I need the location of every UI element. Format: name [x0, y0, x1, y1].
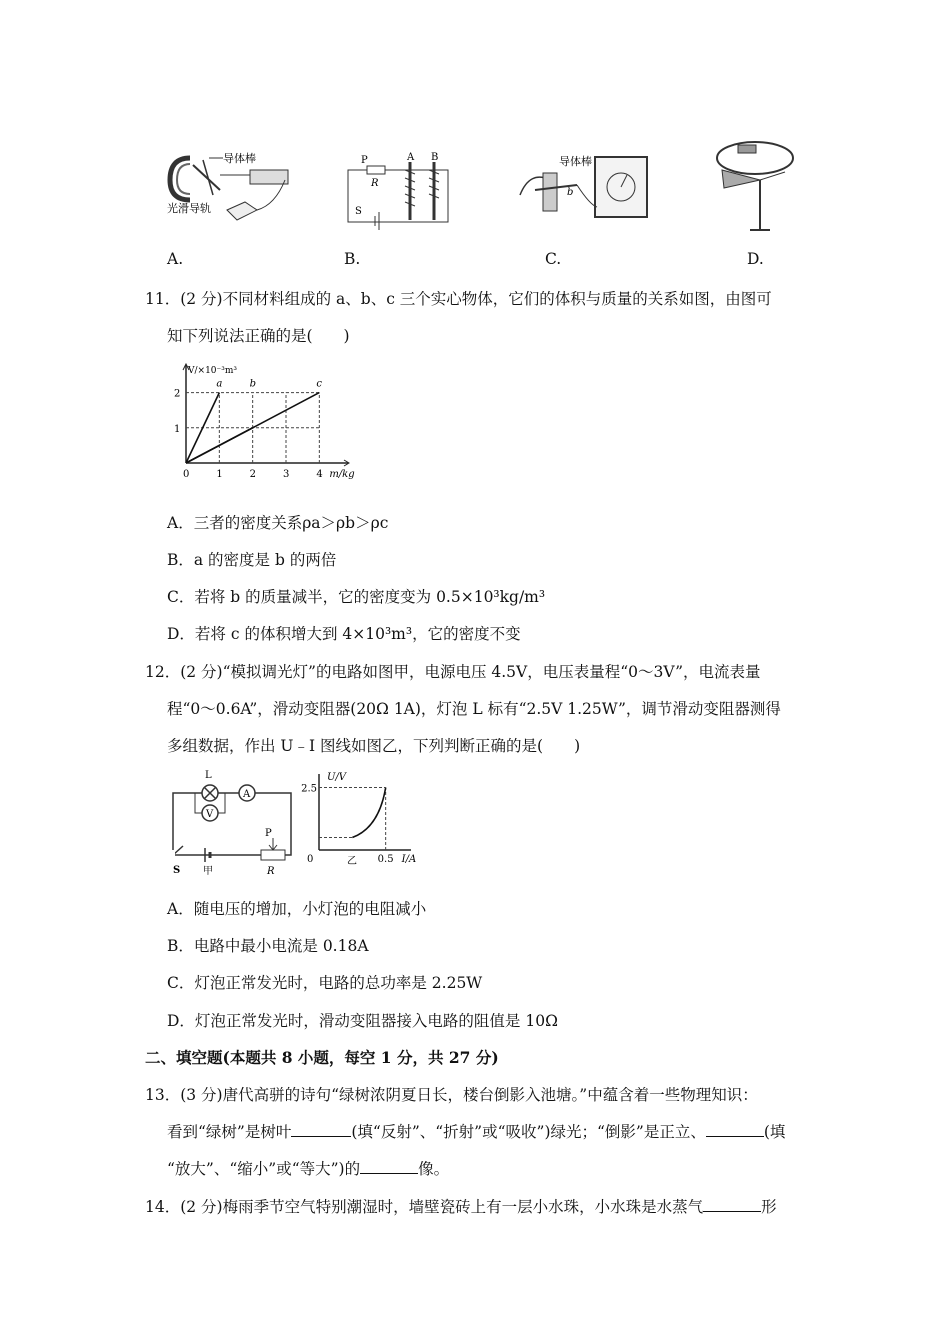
q12-option-a: A．随电压的增加，小灯泡的电阻减小	[167, 900, 427, 918]
galvanometer-diagram	[515, 145, 650, 240]
x-tick-label: 1	[216, 469, 223, 480]
series-label-a: a	[216, 378, 223, 390]
q12-option-c: C．灯泡正常发光时，电路的总功率是 2.25W	[167, 974, 483, 992]
y-axis-label: V/×10⁻³m³	[188, 366, 238, 376]
q11-stem-line1: 11．(2 分)不同材料组成的 a、b、c 三个实心物体，它们的体积与质量的关系如图，由图可	[145, 290, 772, 308]
y-axis-label: U/V	[327, 772, 347, 783]
y-tick-label: 1	[174, 423, 181, 435]
q12-stem-line3: 多组数据，作出 U﹣I 图线如图乙，下列判断正确的是( )	[167, 737, 581, 755]
q12-stem-line1: 12．(2 分)“模拟调光灯”的电路如图甲，电源电压 4.5V，电压表量程“0～3V”，电流表量	[145, 663, 761, 681]
q11-option-d: D．若将 c 的体积增大到 4×10³m³，它的密度不变	[167, 625, 521, 643]
motor-stand-diagram	[710, 130, 805, 245]
x-axis-label: I/A	[401, 854, 417, 865]
q11-option-c: C．若将 b 的质量减半，它的密度变为 0.5×10³kg/m³	[167, 588, 546, 606]
q10-figure-c	[515, 145, 650, 240]
x-axis-label: m/kg	[329, 469, 355, 480]
u-i-graph	[301, 768, 420, 880]
q11-option-b: B．a 的密度是 b 的两倍	[167, 551, 337, 569]
series-curve	[352, 788, 385, 838]
label-a: A	[407, 152, 415, 163]
label-conductor-rod: 导体棒	[223, 152, 256, 165]
q14-blank-1[interactable]	[703, 1197, 761, 1212]
y-tick-label: 2	[174, 388, 181, 400]
q13-line2	[167, 1120, 785, 1142]
origin-label: 0	[307, 854, 314, 865]
label-b-small: b	[567, 187, 574, 198]
label-b: B	[431, 152, 439, 163]
series-label-c: c	[316, 378, 322, 390]
q11-stem-line2: 知下列说法正确的是( )	[167, 327, 350, 345]
q14-line1-part1: 14．(2 分)梅雨季节空气特别潮湿时，墙壁瓷砖上有一层小水珠，小水珠是水蒸气	[145, 1198, 704, 1216]
q12-stem-line2: 程“0～0.6A”，滑动变阻器(20Ω 1A)，灯泡 L 标有“2.5V 1.25W”，调节滑动变阻器测得	[167, 700, 781, 718]
x-tick-label: 3	[283, 469, 290, 480]
electromagnet-circuit-diagram	[345, 148, 460, 238]
q10-option-d: D.	[747, 250, 764, 268]
x-tick-label: 4	[316, 469, 323, 480]
q10-option-b: B.	[344, 250, 361, 268]
q12-circuit	[165, 768, 300, 880]
label-s-switch: S	[173, 865, 181, 876]
q14-line1	[145, 1195, 777, 1217]
section-heading: 二、填空题(本题共 8 小题，每空 1 分，共 27 分)	[145, 1048, 499, 1067]
label-ammeter: A	[243, 789, 251, 800]
q10-figure-d	[710, 130, 805, 245]
q13-blank-3[interactable]	[360, 1159, 418, 1174]
q12-option-d: D．灯泡正常发光时，滑动变阻器接入电路的阻值是 10Ω	[167, 1012, 558, 1030]
q13-line3-part1: “放大”、“缩小”或“等大”)的	[167, 1160, 361, 1178]
q10-figure-b	[345, 148, 460, 238]
q13-line2-part1: 看到“绿树”是树叶	[167, 1123, 292, 1141]
q13-line2-part2: (填“反射”、“折射”或“吸收”)绿光；“倒影”是正立、	[351, 1123, 706, 1141]
label-r-rheostat: R	[267, 866, 275, 877]
chart-title: 乙	[347, 856, 357, 867]
q13-line3-part2: 像。	[418, 1160, 450, 1178]
x-tick-label: 0	[183, 469, 190, 480]
label-p: P	[361, 155, 368, 166]
lamp-circuit-diagram	[165, 768, 300, 880]
q13-line2-part3: (填	[763, 1123, 786, 1141]
label-conductor-rod-c: 导体棒	[559, 155, 592, 168]
q10-figure-a	[165, 140, 295, 235]
label-p-slider: P	[265, 828, 272, 839]
q12-graph	[301, 768, 420, 880]
label-jia: 甲	[203, 866, 213, 877]
density-chart	[170, 363, 360, 488]
q13-line3	[167, 1157, 449, 1179]
y-tick-label: 2.5	[301, 783, 317, 795]
q10-option-c: C.	[545, 250, 562, 268]
conductor-rail-diagram	[165, 140, 295, 235]
label-voltmeter: V	[206, 809, 214, 820]
q10-option-a: A.	[167, 250, 184, 268]
q13-line1: 13．(3 分)唐代高骈的诗句“绿树浓阴夏日长，楼台倒影入池塘。”中蕴含着一些物理知识：	[145, 1086, 758, 1104]
q12-option-b: B．电路中最小电流是 0.18A	[167, 937, 369, 955]
label-l: L	[205, 770, 212, 781]
series-label-b: b	[249, 378, 257, 390]
q13-blank-2[interactable]	[706, 1122, 764, 1137]
q11-option-a: A．三者的密度关系ρa＞ρb＞ρc	[167, 514, 389, 532]
q14-line1-part2: 形	[761, 1198, 777, 1216]
label-s: S	[355, 206, 362, 217]
q13-blank-1[interactable]	[291, 1122, 351, 1137]
x-tick-label: 0.5	[377, 854, 394, 865]
label-smooth-rail: 光滑导轨	[167, 202, 211, 215]
label-r: R	[371, 178, 379, 189]
x-tick-label: 2	[249, 469, 257, 480]
q11-chart	[170, 363, 360, 488]
